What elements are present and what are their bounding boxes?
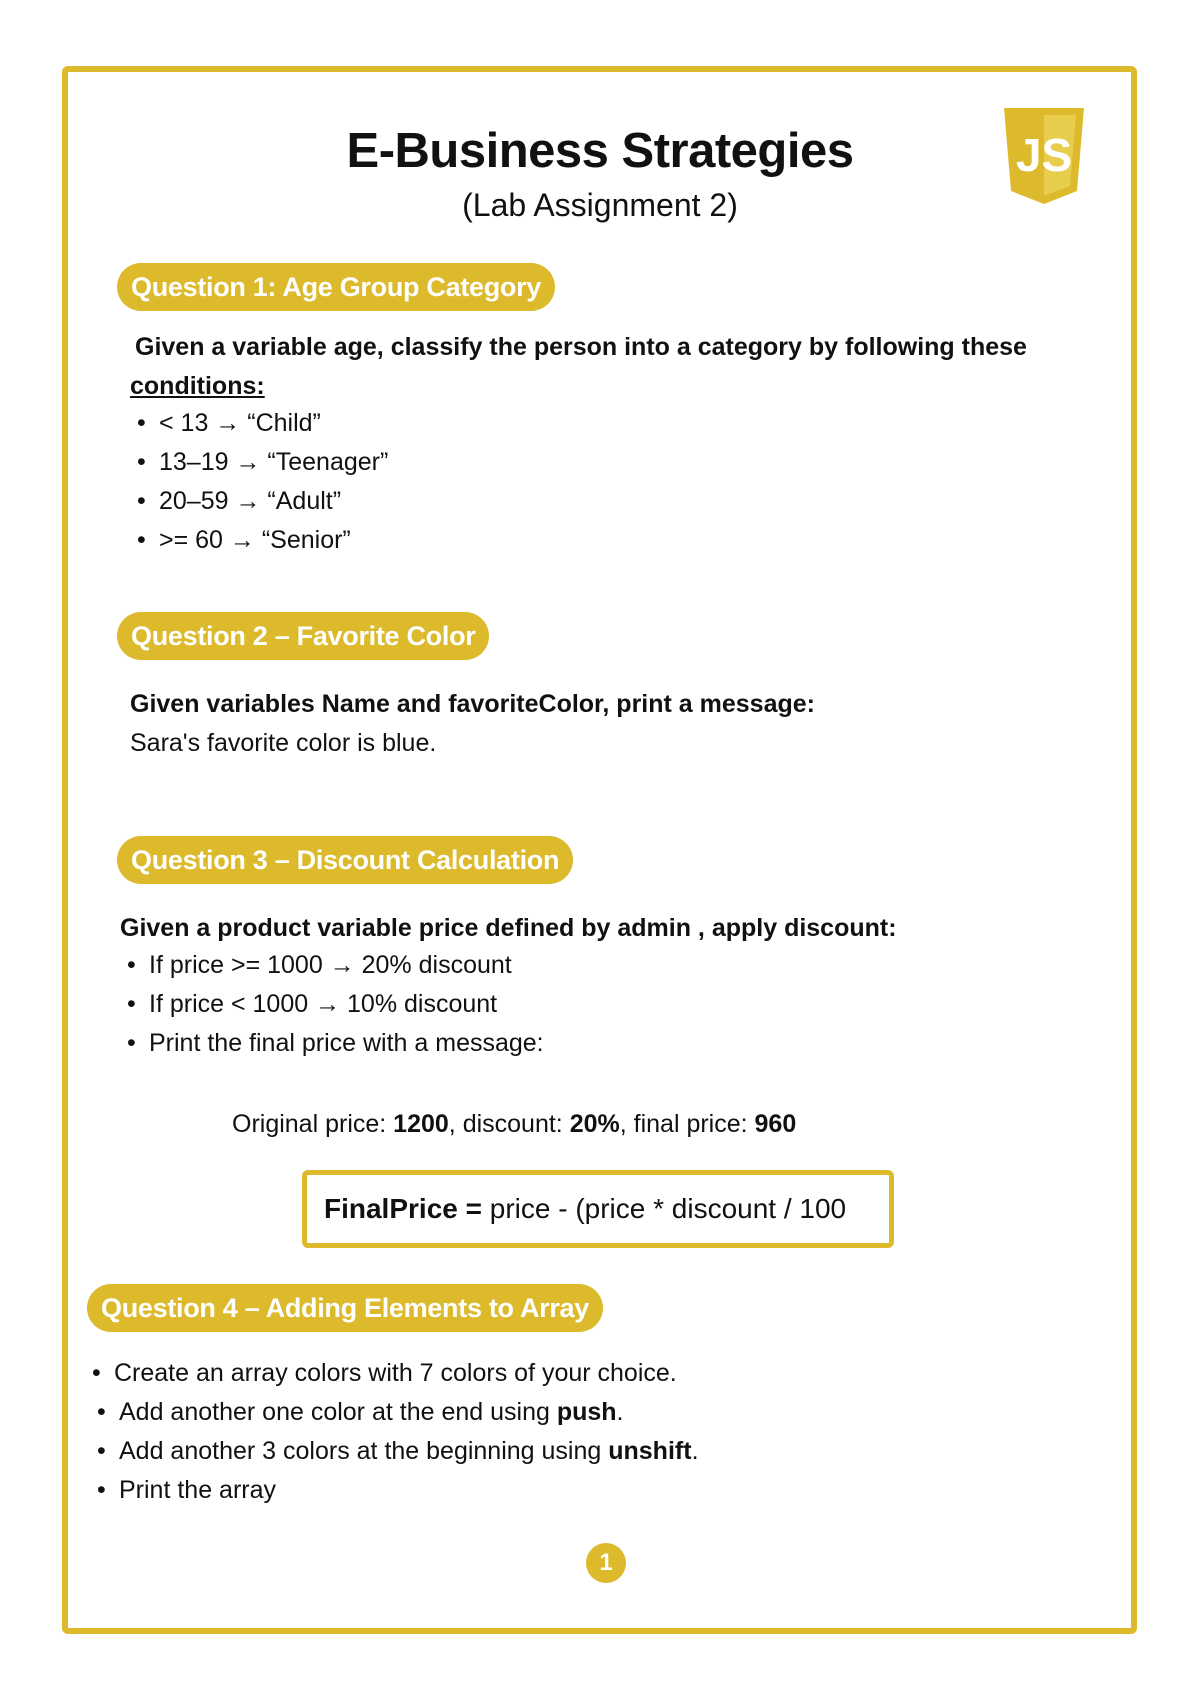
document-title: E-Business Strategies bbox=[346, 124, 854, 178]
discount-formula-box bbox=[302, 1170, 894, 1248]
question-3-intro: Given a product variable price defined by admin , apply discount: bbox=[120, 914, 897, 942]
question-2-intro: Given variables Name and favoriteColor, print a message: bbox=[130, 690, 815, 718]
question-4-heading: Question 4 – Adding Elements to Array bbox=[87, 1284, 603, 1332]
list-item: • Add another one color at the end using push. bbox=[97, 1398, 624, 1426]
question-1-intro-cont: conditions: bbox=[130, 372, 265, 400]
question-3-example-message: Original price: 1200, discount: 20%, final price: 960 bbox=[232, 1110, 797, 1138]
logo-text: JS bbox=[1015, 129, 1073, 181]
page-number-badge: 1 bbox=[586, 1543, 626, 1583]
question-3-heading: Question 3 – Discount Calculation bbox=[117, 836, 573, 884]
list-item: • If price >= 1000 → 20% discount bbox=[127, 951, 512, 979]
list-item: • 13–19 → “Teenager” bbox=[137, 448, 389, 476]
list-item: • If price < 1000 → 10% discount bbox=[127, 990, 498, 1018]
question-3-list bbox=[127, 946, 544, 1063]
document-subtitle: (Lab Assignment 2) bbox=[462, 187, 738, 223]
question-2-heading: Question 2 – Favorite Color bbox=[117, 612, 489, 660]
list-item: • >= 60 → “Senior” bbox=[137, 526, 351, 554]
question-2-example: Sara's favorite color is blue. bbox=[130, 729, 437, 757]
question-4-list bbox=[92, 1354, 699, 1510]
list-item: • Print the array bbox=[97, 1476, 277, 1504]
question-1-list bbox=[137, 404, 388, 560]
question-1-intro: Given a variable age, classify the person into a category by following these bbox=[135, 333, 1027, 361]
question-1-heading: Question 1: Age Group Category bbox=[117, 263, 555, 311]
javascript-shield-logo-icon bbox=[1004, 108, 1084, 204]
list-item: • Print the final price with a message: bbox=[127, 1029, 544, 1057]
list-item: • Add another 3 colors at the beginning using unshift. bbox=[97, 1437, 699, 1465]
formula-lhs: FinalPrice = bbox=[324, 1193, 482, 1224]
list-item: • 20–59 → “Adult” bbox=[137, 487, 342, 515]
formula-rhs: price - (price * discount / 100 bbox=[481, 1193, 847, 1224]
list-item: • < 13 → “Child” bbox=[137, 409, 321, 437]
list-item: • Create an array colors with 7 colors of your choice. bbox=[92, 1359, 677, 1387]
